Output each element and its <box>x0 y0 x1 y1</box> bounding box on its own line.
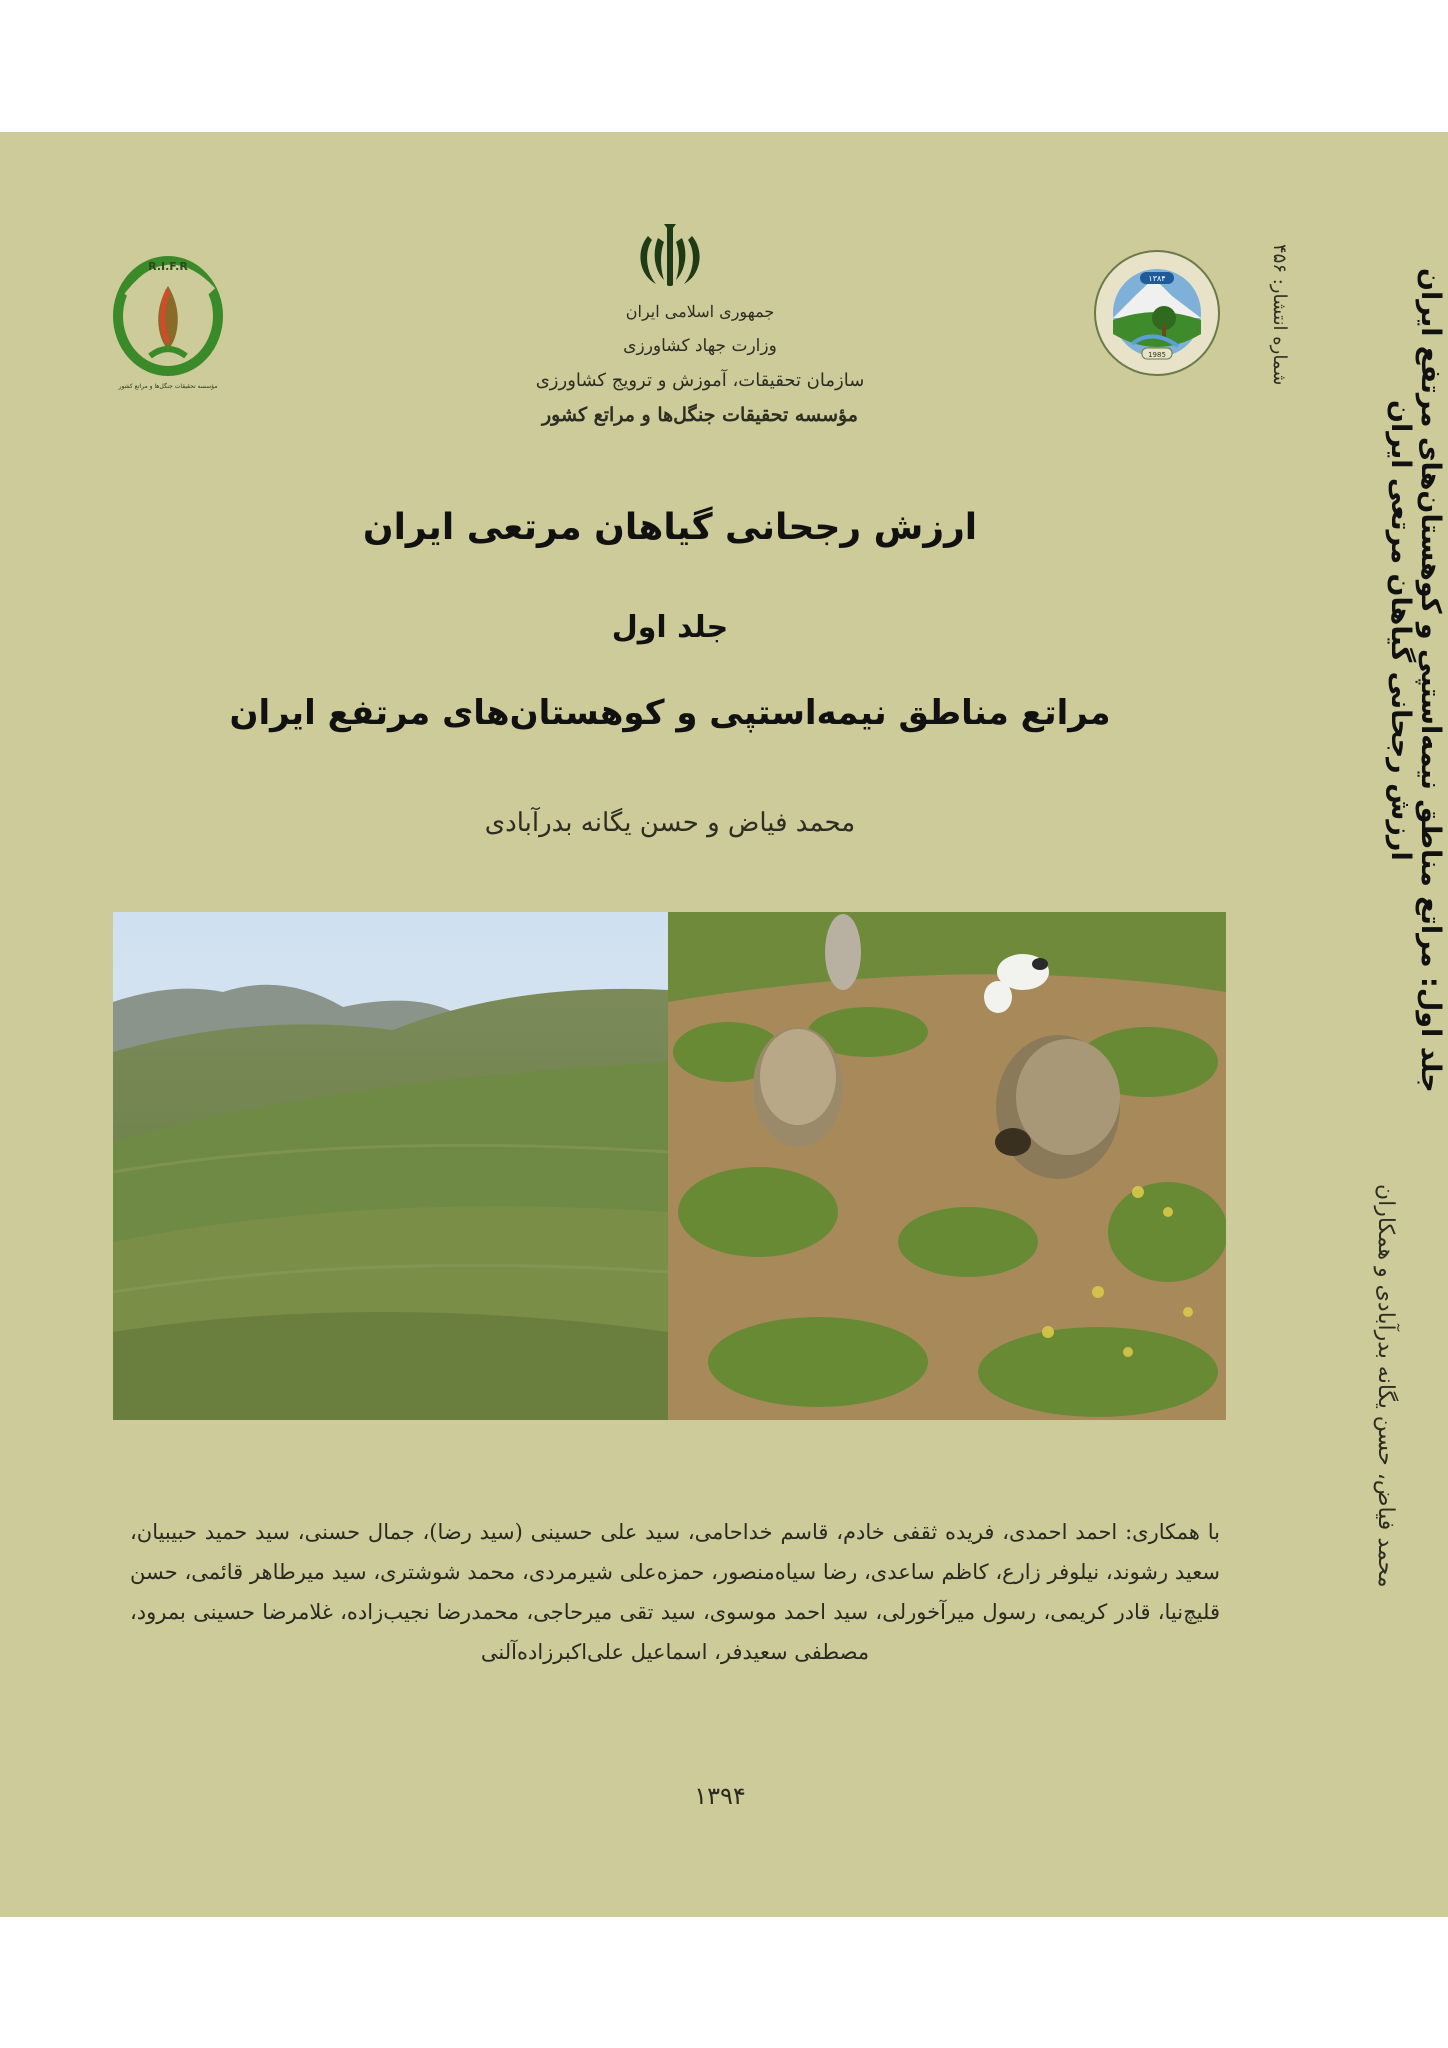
rifr-logo-caption: مؤسسه تحقیقات جنگل‌ها و مراتع کشور <box>118 383 218 390</box>
collaborators-paragraph: با همکاری: احمد احمدی، فریده ثقفی خادم، قاسم خداحامی، سید علی حسینی (سید رضا)، جمال حسنی، سید حمید حبیبیان، سعید رشوند، نیلوفر زارع، کاظم ساعدی، رضا سیاه‌منصور، حمزه‌علی شیرمردی، محمد شوشتری، سید میرطاهر قائمی، حسن قلیچ‌نیا، قادر کریمی، رسول میرآخورلی، سید احمد موسوی، سید تقی میرحاجی، محمدرضا نجیب‌زاده، غلامرضا حسینی بمرود، مصطفی سعیدفر، اسماعیل علی‌اکبرزاده‌آلنی <box>130 1520 1220 1664</box>
spine-authors: محمد فیاض، حسن یگانه بدرآبادی و همکاران <box>1373 1184 1398 1588</box>
rifr-logo <box>110 238 232 398</box>
logo-year-bottom: 1985 <box>1148 351 1166 359</box>
org-line-organization: سازمان تحقیقات، آموزش و ترویج کشاورزی <box>535 370 865 391</box>
spine-subtitle: جلد اول: مراتع مناطق نیمه‌استپی و کوهستان‌های مرتفع ایران <box>1415 268 1446 1093</box>
grazing-sheep-photo <box>668 912 1226 1420</box>
logo-year-top: ۱۳۸۴ <box>1148 274 1166 283</box>
publication-number: شماره انتشار: ۴۵۶ <box>1269 244 1290 386</box>
forests-organization-logo <box>1092 248 1222 378</box>
org-line-ministry: وزارت جهاد کشاورزی <box>623 336 777 356</box>
publication-year: ۱۳۹۴ <box>694 1782 746 1810</box>
rangeland-hills-photo <box>113 912 668 1420</box>
book-title: ارزش رجحانی گیاهان مرتعی ایران <box>362 507 978 548</box>
org-line-country: جمهوری اسلامی ایران <box>625 302 775 321</box>
spine-title: ارزش رجحانی گیاهان مرتعی ایران <box>1385 400 1416 861</box>
org-line-institute: مؤسسه تحقیقات جنگل‌ها و مراتع کشور <box>542 404 858 426</box>
rifr-logo-text: R.I.F.R <box>148 260 188 273</box>
book-authors: محمد فیاض و حسن یگانه بدرآبادی <box>484 808 856 838</box>
book-subtitle: مراتع مناطق نیمه‌استپی و کوهستان‌های مرتفع ایران <box>229 693 1111 733</box>
volume-label: جلد اول <box>611 610 729 645</box>
iran-emblem <box>634 222 706 292</box>
